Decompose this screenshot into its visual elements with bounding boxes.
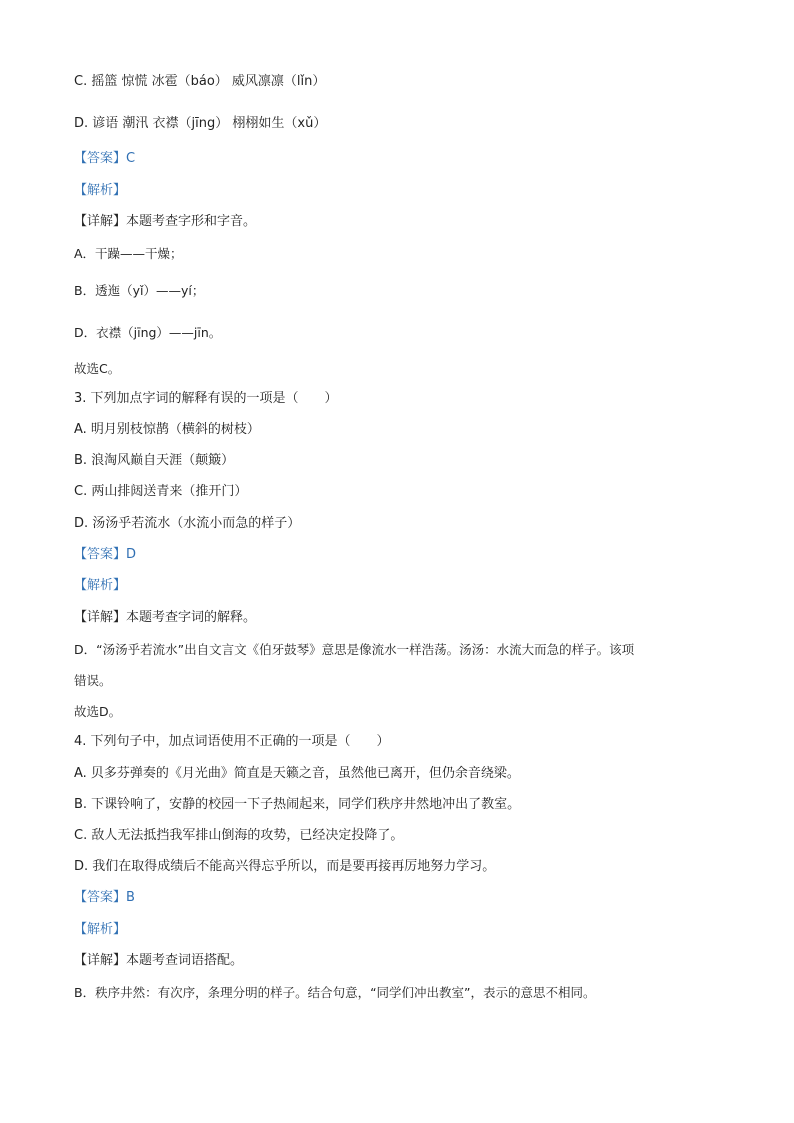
explanation-b: B．透迤（yǐ）——yí； [74,283,205,298]
explanation-d: D．衣襟（jīng）——jīn。 [74,325,222,340]
q4-option-a: A. 贝多芬弹奏的《月光曲》简直是天籁之音，虽然他已离开，但仍余音绕梁。 [74,766,520,781]
q3-option-d: D. 汤汤乎若流水（水流小而急的样子） [74,516,301,531]
answer-label: 【答案】B [74,890,135,905]
choose-line: 故选D。 [74,704,122,719]
explanation-a: A．干躁——干燥； [74,246,183,261]
answer-label: 【答案】D [74,547,137,562]
option-c-line: C. 摇篮 惊慌 冰雹（báo） 威风凛凛（lǐn） [74,74,326,89]
analysis-label: 【解析】 [74,578,127,593]
question-3-stem: 3. 下列加点字词的解释有误的一项是（ ） [74,391,338,406]
explanation-d: D．“汤汤乎若流水”出自文言文《伯牙鼓琴》意思是像流水一样浩荡。汤汤：水流大而急的样子。该项 [74,642,635,657]
q3-option-b: B. 浪淘风巅自天涯（颠簸） [74,453,235,468]
q4-option-b: B. 下课铃响了，安静的校园一下子热闹起来，同学们秩序井然地冲出了教室。 [74,797,521,812]
option-d-line: D. 谚语 潮汛 衣襟（jīng） 栩栩如生（xǔ） [74,116,327,131]
q3-option-c: C. 两山排闼送青来（推开门） [74,484,248,499]
detail-line: 【详解】本题考查词语搭配。 [74,953,244,968]
q3-option-a: A. 明月别枝惊鹊（横斜的树枝） [74,422,260,437]
explanation-b: B．秩序井然：有次序，条理分明的样子。结合句意，“同学们冲出教室”，表示的意思不相同。 [74,985,596,1000]
q4-option-d: D. 我们在取得成绩后不能高兴得忘乎所以，而是要再接再厉地努力学习。 [74,859,496,874]
choose-line: 故选C。 [74,361,121,376]
detail-line: 【详解】本题考查字词的解释。 [74,610,257,625]
question-4-stem: 4. 下列句子中，加点词语使用不正确的一项是（ ） [74,734,390,749]
explanation-d-cont: 错误。 [74,673,112,688]
detail-line: 【详解】本题考查字形和字音。 [74,214,257,229]
answer-label: 【答案】C [74,151,136,166]
analysis-label: 【解析】 [74,922,127,937]
q4-option-c: C. 敌人无法抵挡我军排山倒海的攻势，已经决定投降了。 [74,828,404,843]
analysis-label: 【解析】 [74,183,127,198]
